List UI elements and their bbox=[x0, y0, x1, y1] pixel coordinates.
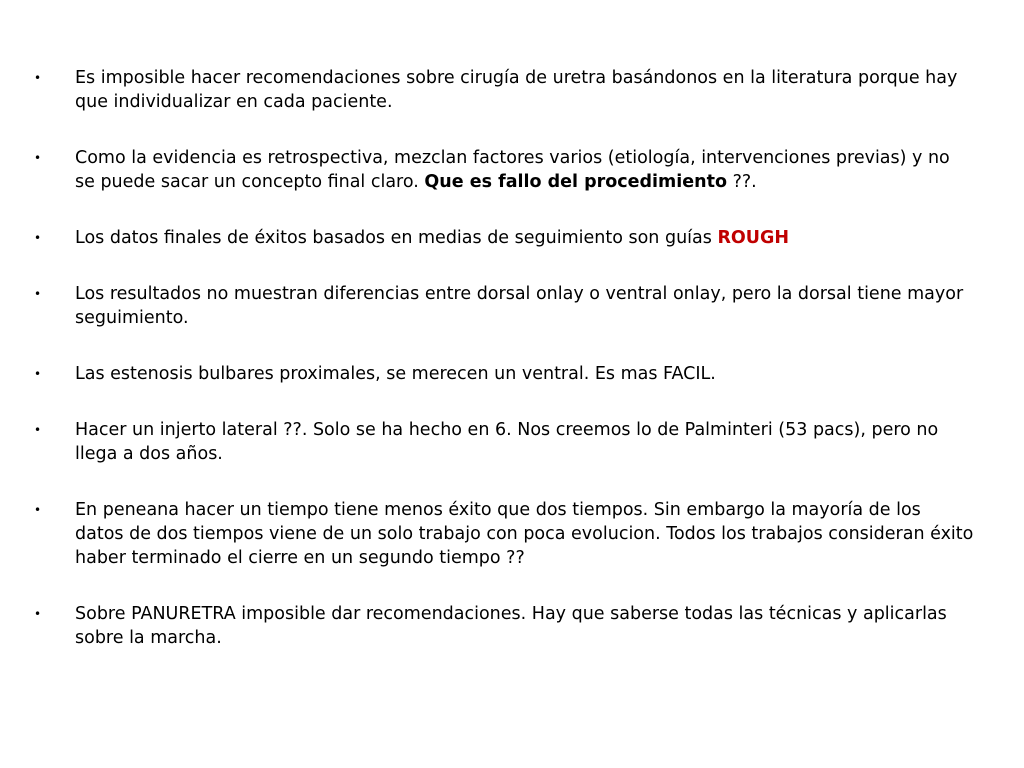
bullet-item-8 bbox=[0, 602, 974, 650]
bullet-item-5 bbox=[0, 362, 974, 386]
bullet-text: Sobre PANURETRA imposible dar recomendaciones. Hay que saberse todas las técnicas y aplicarlas sobre la marcha. bbox=[75, 604, 947, 648]
bullet-dot-icon: • bbox=[34, 607, 42, 621]
bullet-item-2 bbox=[0, 146, 974, 194]
bullet-item-4 bbox=[0, 282, 974, 330]
bullet-list bbox=[0, 66, 974, 650]
bullet-text-tail: ??. bbox=[727, 172, 757, 192]
bullet-text: Los datos finales de éxitos basados en medias de seguimiento son guías bbox=[75, 228, 718, 248]
bullet-text: Hacer un injerto lateral ??. Solo se ha hecho en 6. Nos creemos lo de Palminteri (53 pacs), pero no llega a dos años. bbox=[75, 420, 939, 464]
bullet-text: Es imposible hacer recomendaciones sobre cirugía de uretra basándonos en la literatura porque hay que individualizar en cada paciente. bbox=[75, 68, 958, 112]
bullet-dot-icon: • bbox=[34, 287, 42, 301]
bullet-text: Los resultados no muestran diferencias entre dorsal onlay o ventral onlay, pero la dorsal tiene mayor seguimiento. bbox=[75, 284, 964, 328]
bullet-text: Como la evidencia es retrospectiva, mezclan factores varios (etiología, intervenciones previas) y no se puede sacar un concepto final claro. bbox=[75, 148, 950, 192]
bullet-dot-icon: • bbox=[34, 503, 42, 517]
bullet-text: En peneana hacer un tiempo tiene menos éxito que dos tiempos. Sin embargo la mayoría de los datos de dos tiempos viene de un solo trabajo con poca evolucion. Todos los trabajos consideran éxito haber terminado el cierre en un segundo tiempo ?? bbox=[75, 500, 974, 568]
bullet-item-6 bbox=[0, 418, 974, 466]
bullet-item-7 bbox=[0, 498, 974, 570]
bullet-bold-text: Que es fallo del procedimiento bbox=[424, 172, 727, 192]
bullet-dot-icon: • bbox=[34, 151, 42, 165]
bullet-item-1 bbox=[0, 66, 974, 114]
bullet-dot-icon: • bbox=[34, 423, 42, 437]
bullet-dot-icon: • bbox=[34, 367, 42, 381]
bullet-item-3 bbox=[0, 226, 974, 250]
bullet-dot-icon: • bbox=[34, 71, 42, 85]
bullet-highlight-text: ROUGH bbox=[717, 228, 790, 248]
bullet-dot-icon: • bbox=[34, 231, 42, 245]
bullet-text: Las estenosis bulbares proximales, se merecen un ventral. Es mas FACIL. bbox=[75, 364, 716, 384]
